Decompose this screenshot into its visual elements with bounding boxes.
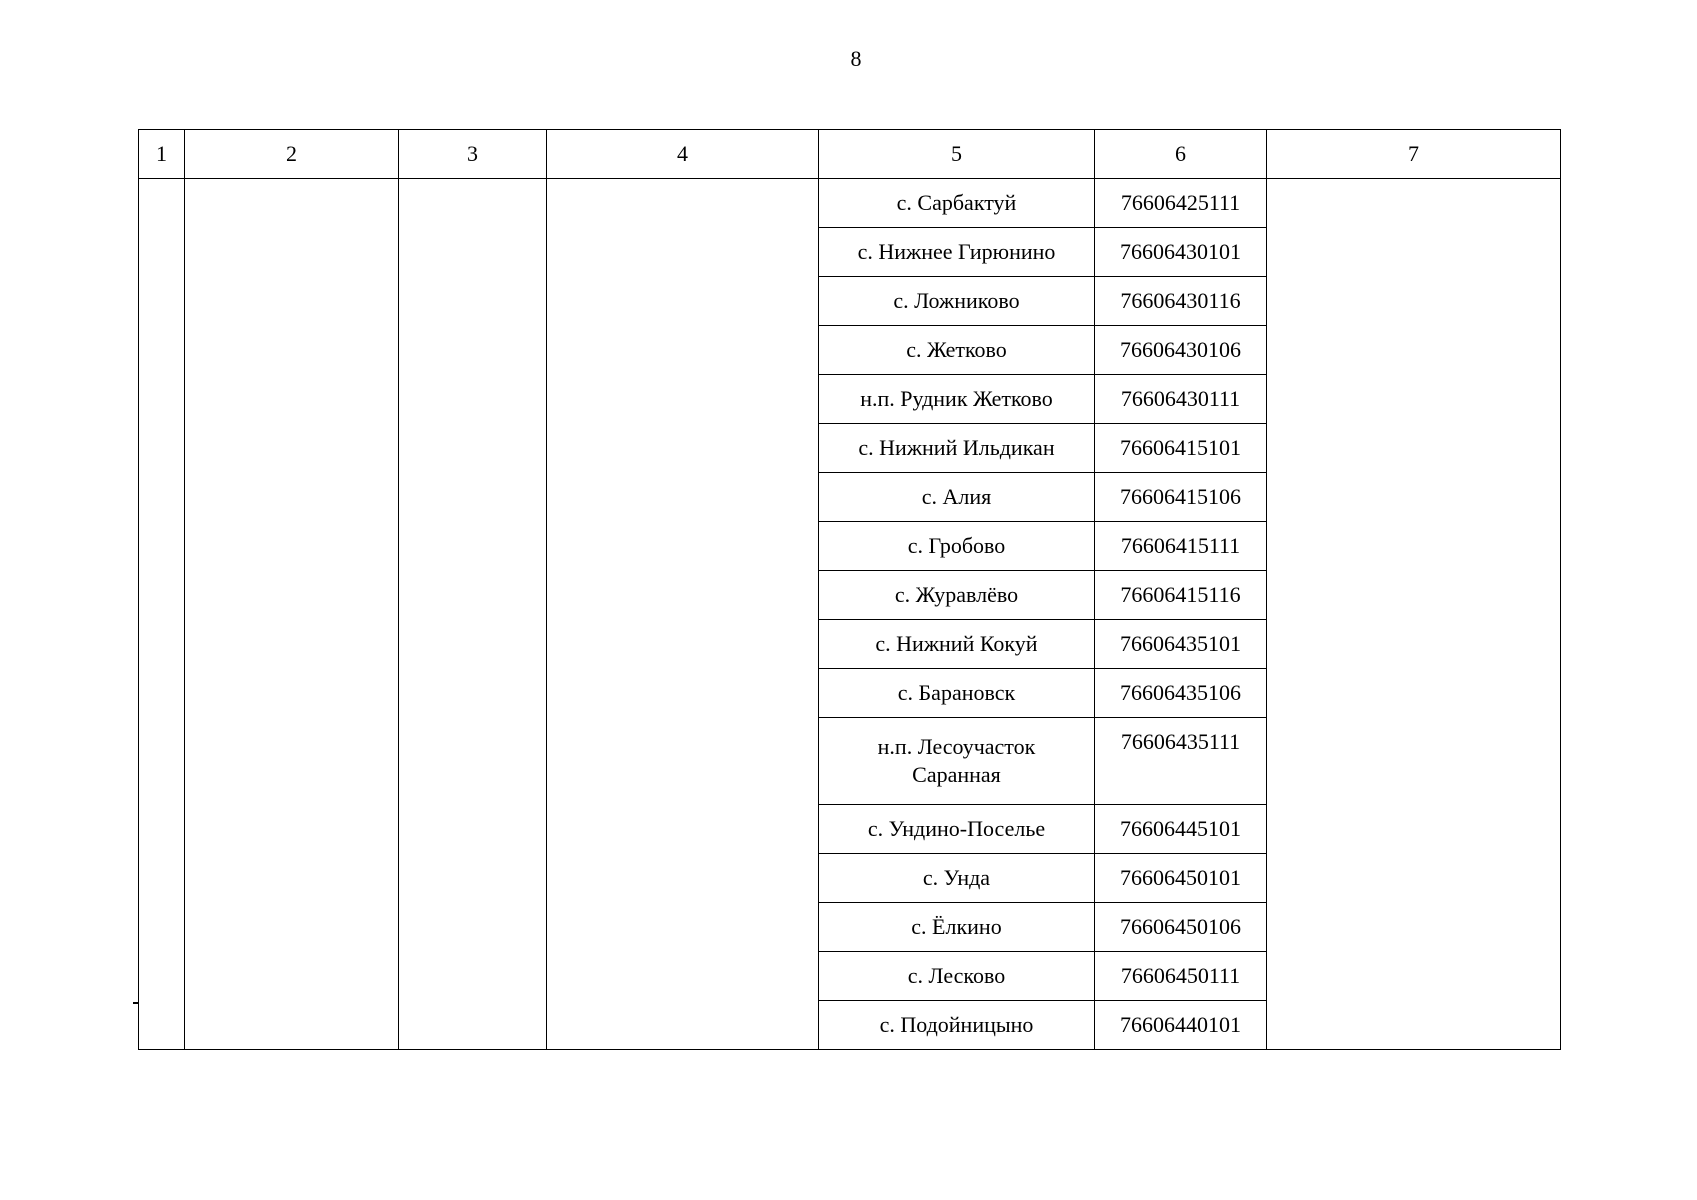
oktmo-code: 76606415111 xyxy=(1095,522,1267,571)
settlement-name: с. Нижний Кокуй xyxy=(819,620,1095,669)
settlement-name: с. Ёлкино xyxy=(819,903,1095,952)
column-header-4: 4 xyxy=(547,130,819,179)
page-number: 8 xyxy=(850,46,862,71)
settlement-name-line-2: Саранная xyxy=(912,762,1001,787)
margin-tick-mark xyxy=(133,1002,139,1004)
oktmo-code: 76606425111 xyxy=(1095,179,1267,228)
oktmo-code: 76606415101 xyxy=(1095,424,1267,473)
column-header-1: 1 xyxy=(139,130,185,179)
oktmo-code: 76606415116 xyxy=(1095,571,1267,620)
table-row xyxy=(139,179,1561,228)
settlement-name: с. Жетково xyxy=(819,326,1095,375)
settlement-name: с. Ложниково xyxy=(819,277,1095,326)
oktmo-code: 76606450101 xyxy=(1095,854,1267,903)
settlement-name: с. Алия xyxy=(819,473,1095,522)
column-header-7: 7 xyxy=(1267,130,1561,179)
settlement-name-line-1: н.п. Лесоучасток xyxy=(877,734,1036,759)
settlements-table xyxy=(138,129,1561,1050)
oktmo-code: 76606435106 xyxy=(1095,669,1267,718)
oktmo-code: 76606450111 xyxy=(1095,952,1267,1001)
oktmo-code: 76606440101 xyxy=(1095,1001,1267,1050)
oktmo-code: 76606435101 xyxy=(1095,620,1267,669)
column-header-6: 6 xyxy=(1095,130,1267,179)
empty-cell-col-2 xyxy=(185,179,399,1050)
oktmo-code: 76606415106 xyxy=(1095,473,1267,522)
settlement-name: с. Унда xyxy=(819,854,1095,903)
oktmo-code: 76606435111 xyxy=(1095,718,1267,805)
empty-cell-col-4 xyxy=(547,179,819,1050)
settlement-name: н.п. Рудник Жетково xyxy=(819,375,1095,424)
settlement-name: с. Журавлёво xyxy=(819,571,1095,620)
settlement-name: с. Сарбактуй xyxy=(819,179,1095,228)
oktmo-code: 76606430116 xyxy=(1095,277,1267,326)
column-header-5: 5 xyxy=(819,130,1095,179)
settlement-name: с. Подойницыно xyxy=(819,1001,1095,1050)
settlement-name: с. Барановск xyxy=(819,669,1095,718)
settlement-name: с. Нижнее Гирюнино xyxy=(819,228,1095,277)
settlement-name: с. Гробово xyxy=(819,522,1095,571)
header-row xyxy=(139,130,1561,179)
column-header-3: 3 xyxy=(399,130,547,179)
column-header-2: 2 xyxy=(185,130,399,179)
oktmo-code: 76606445101 xyxy=(1095,805,1267,854)
settlement-name: с. Ундино-Поселье xyxy=(819,805,1095,854)
oktmo-code: 76606450106 xyxy=(1095,903,1267,952)
settlement-name: с. Лесково xyxy=(819,952,1095,1001)
empty-cell-col-3 xyxy=(399,179,547,1050)
empty-cell-col-1 xyxy=(139,179,185,1050)
settlement-name xyxy=(819,718,1095,805)
oktmo-code: 76606430106 xyxy=(1095,326,1267,375)
settlement-name: с. Нижний Ильдикан xyxy=(819,424,1095,473)
empty-cell-col-7 xyxy=(1267,179,1561,1050)
oktmo-code: 76606430101 xyxy=(1095,228,1267,277)
oktmo-code: 76606430111 xyxy=(1095,375,1267,424)
